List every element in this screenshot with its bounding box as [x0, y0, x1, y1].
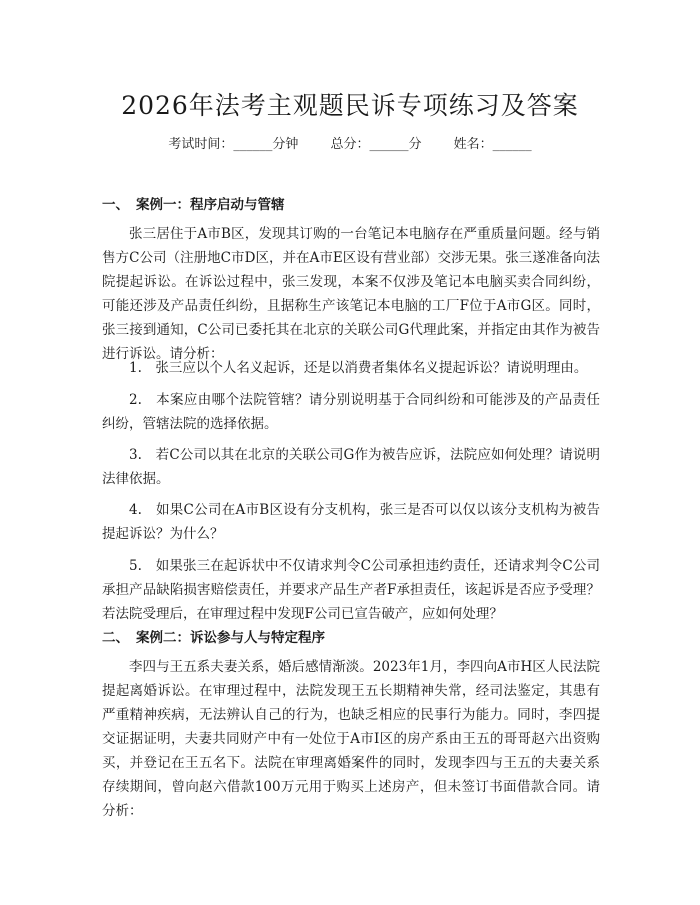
section-2-heading	[102, 626, 325, 646]
case-2-paragraph: 李四与王五系夫妻关系，婚后感情渐淡。2023年1月，李四向A市H区人民法院提起离婚诉讼。在审理过程中，法院发现王五长期精神失常，经司法鉴定，其患有严重精神疾病，无法辨认自己的行为，也缺乏相应的民事行为能力。同时，李四提交证据证明，夫妻共同财产中有一处位于A市I区的房产系由王五的哥哥赵六出资购买，并登记在王五名下。法院在审理离婚案件的同时，发现李四与王五的夫妻关系存续期间，曾向赵六借款100万元用于购买上述房产，但未签订书面借款合同。请分析：	[102, 659, 600, 819]
case-1-question-5: 5. 如果张三在起诉状中不仅请求判令C公司承担违约责任，还请求判令C公司承担产品缺陷损害赔偿责任，并要求产品生产者F承担责任，该起诉是否应予受理？若法院受理后，在审理过程中发现F公司已宣告破产，应如何处理？	[102, 558, 600, 622]
total-score-field: 总分：______分	[330, 137, 422, 152]
section-1-number: 一、	[102, 197, 129, 213]
section-1-heading	[102, 193, 285, 213]
case-1-question-3: 3. 若C公司以其在北京的关联公司G作为被告应诉，法院应如何处理？请说明法律依据。	[102, 447, 600, 487]
case-1-paragraph: 张三居住于A市B区，发现其订购的一台笔记本电脑存在严重质量问题。经与销售方C公司（注册地C市D区，并在A市E区设有营业部）交涉无果。张三遂准备向法院提起诉讼。在诉讼过程中，张三发现，本案不仅涉及笔记本电脑买卖合同纠纷，可能还涉及产品责任纠纷，且据称生产该笔记本电脑的工厂F位于A市G区。同时，张三接到通知，C公司已委托其在北京的关联公司G代理此案，并指定由其作为被告进行诉讼。请分析：	[102, 226, 600, 362]
case-1-question-4: 4. 如果C公司在A市B区设有分支机构，张三是否可以仅以该分支机构为被告提起诉讼？为什么？	[102, 502, 600, 542]
section-2-number: 二、	[102, 630, 129, 646]
student-name-field: 姓名：______	[453, 137, 532, 152]
exam-time-field: 考试时间：______分钟	[168, 137, 299, 152]
section-2-title: 案例二：诉讼参与人与特定程序	[136, 630, 325, 646]
case-1-question-1: 1. 张三应以个人名义起诉，还是以消费者集体名义提起诉讼？请说明理由。	[129, 360, 588, 376]
exam-meta	[0, 133, 700, 152]
document-title: 2026年法考主观题民诉专项练习及答案	[121, 91, 579, 120]
case-1-question-2: 2. 本案应由哪个法院管辖？请分别说明基于合同纠纷和可能涉及的产品责任纠纷，管辖法院的选择依据。	[102, 392, 600, 432]
section-1-title: 案例一：程序启动与管辖	[136, 197, 285, 213]
